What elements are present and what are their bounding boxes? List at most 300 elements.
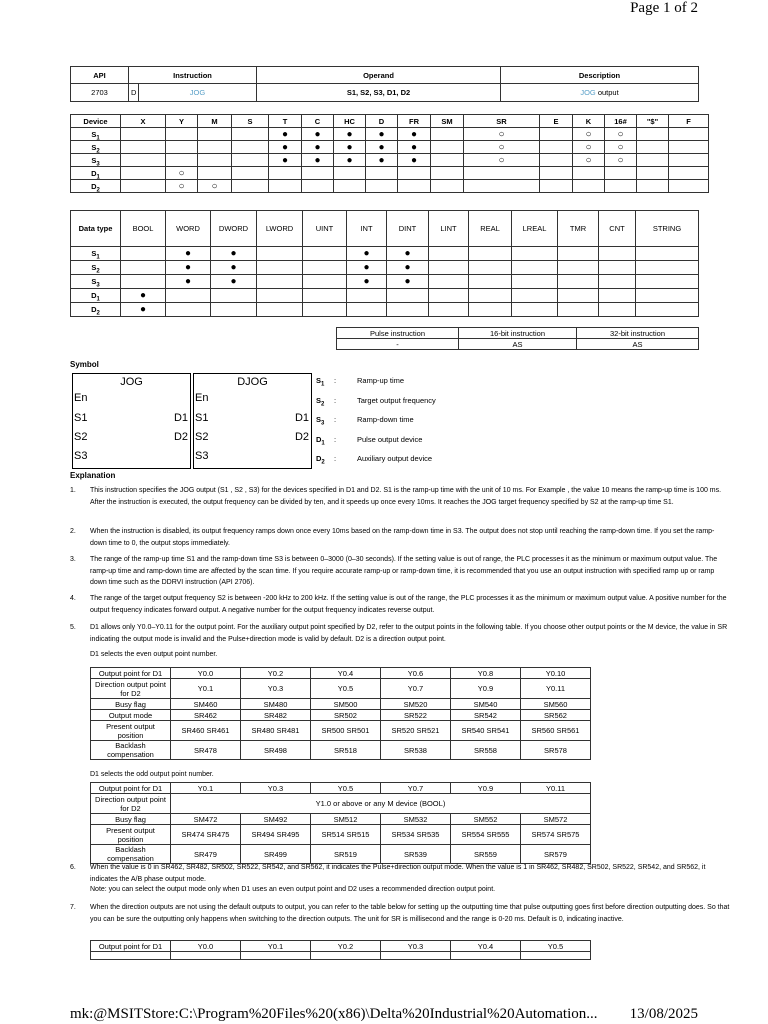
datatype-cell <box>636 261 699 275</box>
even-cell: SR460 SR461 <box>171 721 241 741</box>
datatype-cell <box>166 289 211 303</box>
device-cell <box>464 167 540 180</box>
device-col-header: X <box>121 115 166 128</box>
device-cell <box>637 180 669 193</box>
instruction-name: JOG <box>139 84 257 102</box>
device-col-header: Y <box>166 115 198 128</box>
legend-description: Target output frequency <box>357 395 436 405</box>
datatype-row-label-sub: 1 <box>96 254 100 261</box>
datatype-cell: ● <box>121 289 166 303</box>
even-row-label: Backlash compensation <box>91 741 171 760</box>
datatype-cell <box>469 289 512 303</box>
even-note: D1 selects the even output point number. <box>90 651 218 658</box>
device-cell <box>540 167 573 180</box>
last-cell: Y0.5 <box>521 941 591 952</box>
even-cell: SM520 <box>381 699 451 710</box>
odd-table-row <box>91 814 591 825</box>
djog-s2: S2 <box>195 431 209 443</box>
device-cell: ● <box>334 128 366 141</box>
odd-cell: Y0.9 <box>451 783 521 794</box>
djog-d2: D2 <box>294 431 309 443</box>
last-cell: Y0.3 <box>381 941 451 952</box>
even-cell: Y0.10 <box>521 668 591 679</box>
datatype-row-label-letter: D <box>91 305 97 314</box>
legend-description: Auxiliary output device <box>357 454 433 463</box>
odd-table-row <box>91 845 591 864</box>
32bit-header: 32-bit instruction <box>577 328 699 339</box>
odd-cell: Y0.1 <box>171 783 241 794</box>
last-empty-row <box>91 952 591 960</box>
datatype-cell <box>512 303 558 317</box>
datatype-col-header: UINT <box>303 211 347 247</box>
jog-s2: S2 <box>74 431 88 443</box>
device-cell: ● <box>302 128 334 141</box>
datatype-cell <box>257 261 303 275</box>
device-col-header: SR <box>464 115 540 128</box>
even-cell: SR540 SR541 <box>451 721 521 741</box>
datatype-cell: ● <box>166 275 211 289</box>
p6-note: Note: you can select the output mode only when D1 uses an even output point and D2 uses a recommended direction output point. <box>90 886 496 893</box>
explanation-p1 <box>90 485 730 508</box>
datatype-cell <box>211 289 257 303</box>
legend-colon: : <box>334 376 337 385</box>
device-cell: ○ <box>573 128 605 141</box>
last-header-row <box>91 941 591 952</box>
device-cell: ● <box>269 154 302 167</box>
device-cell <box>669 141 709 154</box>
device-cell <box>669 180 709 193</box>
description-keyword: JOG <box>580 88 596 97</box>
device-header-row <box>71 115 709 128</box>
last-cell: Y0.0 <box>171 941 241 952</box>
device-cell <box>398 180 431 193</box>
device-cell <box>334 167 366 180</box>
device-cell <box>637 167 669 180</box>
djog-d1: D1 <box>294 412 309 424</box>
even-cell: Y0.7 <box>381 679 451 699</box>
odd-cell: SR474 SR475 <box>171 825 241 845</box>
odd-direction-row <box>91 794 591 814</box>
device-cell <box>269 180 302 193</box>
datatype-cell <box>599 275 636 289</box>
djog-s3: S3 <box>195 450 209 462</box>
device-cell <box>540 180 573 193</box>
device-cell: ○ <box>464 128 540 141</box>
legend-symbol-sub: 1 <box>321 381 325 388</box>
legend-symbol-letter: S <box>316 395 322 405</box>
datatype-col-header: TMR <box>558 211 599 247</box>
device-cell <box>166 141 198 154</box>
datatype-cell <box>469 275 512 289</box>
device-cell <box>605 180 637 193</box>
description-header: Description <box>501 67 699 84</box>
legend-symbol <box>316 454 325 466</box>
device-cell <box>637 141 669 154</box>
even-cell: SM480 <box>241 699 311 710</box>
explanation-p5: D1 allows only Y0.0–Y0.11 for the output point. For the auxiliary output point specified by D2, refer to the output points in the following table. If you choose other output points or the M device, the value in SR indicating the output mode is invalid and the Pulse+direction mode is valid by default. D2 is a direction output point. <box>90 624 728 643</box>
odd-row-label: Present output position <box>91 825 171 845</box>
datatype-row-label <box>71 303 121 317</box>
device-cell <box>605 167 637 180</box>
datatype-cell <box>636 289 699 303</box>
even-cell: Y0.3 <box>241 679 311 699</box>
device-row-label-sub: 2 <box>96 187 100 193</box>
datatype-cell <box>303 303 347 317</box>
device-col-header: E <box>540 115 573 128</box>
even-table-row <box>91 679 591 699</box>
device-cell: ○ <box>464 141 540 154</box>
device-cell <box>540 154 573 167</box>
datatype-col-header: REAL <box>469 211 512 247</box>
pulse-header: Pulse instruction <box>337 328 459 339</box>
device-col-header: Device <box>71 115 121 128</box>
device-cell <box>540 128 573 141</box>
device-cell: ● <box>366 128 398 141</box>
device-cell <box>431 141 464 154</box>
datatype-cell <box>429 247 469 261</box>
odd-row-label: Busy flag <box>91 814 171 825</box>
datatype-row-label-sub: 2 <box>96 310 100 317</box>
device-col-header: C <box>302 115 334 128</box>
even-cell: SR578 <box>521 741 591 760</box>
legend-description: Ramp-down time <box>357 415 414 424</box>
device-cell <box>232 180 269 193</box>
datatype-cell <box>599 303 636 317</box>
even-table-row <box>91 721 591 741</box>
device-cell <box>464 180 540 193</box>
device-cell <box>637 128 669 141</box>
device-cell <box>366 180 398 193</box>
device-row-label <box>71 167 121 180</box>
device-cell: ● <box>398 141 431 154</box>
odd-cell: SM472 <box>171 814 241 825</box>
device-cell <box>269 167 302 180</box>
datatype-row-label <box>71 289 121 303</box>
device-cell <box>669 154 709 167</box>
device-cell <box>334 180 366 193</box>
legend-symbol-sub: 2 <box>321 401 325 407</box>
legend-symbol-sub: 1 <box>321 440 325 446</box>
device-cell <box>637 154 669 167</box>
api-table <box>70 66 699 102</box>
device-cell <box>302 167 334 180</box>
jog-symbol <box>72 373 191 469</box>
even-cell: SR462 <box>171 710 241 721</box>
even-cell: Y0.1 <box>171 679 241 699</box>
odd-cell: SR514 SR515 <box>311 825 381 845</box>
device-row <box>71 180 709 193</box>
device-col-header: 16# <box>605 115 637 128</box>
odd-output-table <box>90 782 591 864</box>
last-cell: Y0.2 <box>311 941 381 952</box>
api-header: API <box>71 67 129 84</box>
device-col-header: FR <box>398 115 431 128</box>
even-cell: SR558 <box>451 741 521 760</box>
even-cell: SR498 <box>241 741 311 760</box>
device-col-header: M <box>198 115 232 128</box>
device-col-header: "$" <box>637 115 669 128</box>
even-cell: SM540 <box>451 699 521 710</box>
datatype-cell <box>347 303 387 317</box>
datatype-cell <box>558 247 599 261</box>
jog-s3: S3 <box>74 450 88 462</box>
even-table-row <box>91 741 591 760</box>
datatype-cell <box>512 289 558 303</box>
datatype-col-header: LWORD <box>257 211 303 247</box>
odd-cell: SR534 SR535 <box>381 825 451 845</box>
datatype-col-header: WORD <box>166 211 211 247</box>
datatype-row-label-sub: 2 <box>96 268 100 275</box>
device-row-label-letter: D <box>91 181 97 191</box>
device-cell <box>198 128 232 141</box>
description-cell <box>501 84 699 102</box>
datatype-cell <box>303 275 347 289</box>
legend-colon: : <box>334 454 337 463</box>
instruction-prefix: D <box>129 84 139 102</box>
device-row-label <box>71 128 121 141</box>
datatype-cell <box>429 303 469 317</box>
device-cell: ● <box>366 141 398 154</box>
datatype-cell <box>257 247 303 261</box>
even-cell: SM560 <box>521 699 591 710</box>
legend-symbol-letter: D <box>316 434 322 444</box>
device-cell <box>121 167 166 180</box>
datatype-cell: ● <box>387 275 429 289</box>
device-cell <box>573 167 605 180</box>
device-col-header: S <box>232 115 269 128</box>
device-cell <box>366 167 398 180</box>
device-col-header: SM <box>431 115 464 128</box>
device-cell <box>121 128 166 141</box>
datatype-col-header: Data type <box>71 211 121 247</box>
datatype-cell <box>599 289 636 303</box>
legend-symbol-sub: 2 <box>321 459 325 466</box>
explanation-p4: The range of the target output frequency S2 is between -200 kHz to 200 kHz. If the setting value is out of the range, the PLC processes it as the minimum or maximum output value. A positive number for the output frequency indicates forward output. A negative number for the output frequency indicates reverse output. <box>90 595 727 614</box>
even-row-label: Present output position <box>91 721 171 741</box>
datatype-cell <box>166 303 211 317</box>
legend-symbol <box>316 376 325 388</box>
even-cell: SR538 <box>381 741 451 760</box>
device-col-header: D <box>366 115 398 128</box>
datatype-row-label-sub: 3 <box>96 282 100 289</box>
even-cell: Y0.8 <box>451 668 521 679</box>
datatype-row-label-sub: 1 <box>96 296 100 303</box>
footer-date: 13/08/2025 <box>629 1006 698 1022</box>
jog-d1: D1 <box>173 412 188 424</box>
device-cell <box>540 141 573 154</box>
even-cell: SR518 <box>311 741 381 760</box>
even-cell: Y0.5 <box>311 679 381 699</box>
even-cell: Y0.6 <box>381 668 451 679</box>
odd-row-label: Direction output point for D2 <box>91 794 171 814</box>
datatype-cell <box>347 289 387 303</box>
odd-table-row <box>91 825 591 845</box>
device-table <box>70 114 709 193</box>
device-cell <box>166 154 198 167</box>
datatype-cell <box>429 289 469 303</box>
even-cell: Y0.2 <box>241 668 311 679</box>
jog-s1: S1 <box>74 412 88 424</box>
device-cell <box>121 180 166 193</box>
last-empty-cell <box>451 952 521 960</box>
even-cell: Y0.9 <box>451 679 521 699</box>
datatype-cell <box>387 289 429 303</box>
last-empty-cell <box>381 952 451 960</box>
device-row-label-sub: 1 <box>96 135 100 141</box>
operand-list: S1, S2, S3, D1, D2 <box>257 84 501 102</box>
legend-colon: : <box>334 434 337 444</box>
datatype-cell <box>121 261 166 275</box>
datatype-row-label-letter: S <box>91 249 97 258</box>
datatype-cell: ● <box>166 261 211 275</box>
even-table-row <box>91 668 591 679</box>
even-cell: Y0.0 <box>171 668 241 679</box>
datatype-cell <box>121 247 166 261</box>
odd-direction-value: Y1.0 or above or any M device (BOOL) <box>171 794 591 814</box>
legend-symbol-sub: 3 <box>321 420 325 427</box>
datatype-row <box>71 289 699 303</box>
datatype-table <box>70 210 699 317</box>
datatype-col-header: DINT <box>387 211 429 247</box>
datatype-cell <box>257 289 303 303</box>
device-cell: ● <box>334 141 366 154</box>
p1-text: This instruction specifies the JOG output (S1 , S2 , S3) for the devices specified in D1 and D2. S1 is the ramp-up time with the unit of 10 ms. For Example , the value 10 means the ramp-up time is 100 ms. After the instruction is executed, the output frequency can be divided by ten, and it speeds up once every 10ms. It reaches the JOG target frequency specified by S2 at the ramp-up time S1. <box>90 487 722 506</box>
datatype-row-label-letter: D <box>91 291 97 300</box>
device-row-label-letter: S <box>91 142 97 152</box>
datatype-cell <box>429 275 469 289</box>
device-row-label <box>71 180 121 193</box>
device-row <box>71 141 709 154</box>
even-cell: SR478 <box>171 741 241 760</box>
description-text: output <box>595 88 619 97</box>
device-row-label-letter: D <box>91 168 97 178</box>
datatype-cell: ● <box>347 247 387 261</box>
last-empty-cell <box>91 952 171 960</box>
odd-cell: SR579 <box>521 845 591 864</box>
device-row <box>71 128 709 141</box>
device-cell: ● <box>269 128 302 141</box>
datatype-cell: ● <box>211 275 257 289</box>
odd-cell: SR554 SR555 <box>451 825 521 845</box>
datatype-cell: ● <box>211 261 257 275</box>
device-cell <box>669 128 709 141</box>
datatype-cell: ● <box>387 247 429 261</box>
odd-cell: SM512 <box>311 814 381 825</box>
datatype-cell <box>469 261 512 275</box>
item-number-5: 5. <box>70 624 76 631</box>
datatype-cell <box>599 247 636 261</box>
djog-s1: S1 <box>195 412 209 424</box>
page-number: Page 1 of 2 <box>630 0 698 16</box>
even-cell: Y0.11 <box>521 679 591 699</box>
datatype-cell: ● <box>347 275 387 289</box>
odd-row-label: Output point for D1 <box>91 783 171 794</box>
even-cell: SR520 SR521 <box>381 721 451 741</box>
even-cell: SR482 <box>241 710 311 721</box>
pulse-value: - <box>337 339 459 350</box>
explanation-p3: The range of the ramp-up time S1 and the ramp-down time S3 is between 0–3000 (0–30 seconds). If the setting value is out of range, the PLC processes it as the minimum or maximum output value. The ramp-up time and ramp-down time are affected by the scan time. If you require accurate ramp-up or ramp-down time, it is recommended that you use an output instruction with specified ramp up or ramp down time such as the DDRVI instruction (API 2706). <box>90 556 718 586</box>
item-number-2: 2. <box>70 528 76 535</box>
device-row <box>71 154 709 167</box>
datatype-row-label-letter: S <box>91 263 97 272</box>
device-cell: ○ <box>573 141 605 154</box>
odd-cell: SR519 <box>311 845 381 864</box>
explanation-p7: When the direction outputs are not using the default outputs to output, you can refer to the table below for setting up the outputting time that pulse outputting goes first before direction outputting does. So that you can be sure the outputting only happens when switching to the direction outputs. The unit for SR is millisecond and the range is 0-20 ms. Default is 0, indicating inactive. <box>90 904 730 923</box>
api-number: 2703 <box>71 84 129 102</box>
odd-note: D1 selects the odd output point number. <box>90 771 214 778</box>
even-cell: SR542 <box>451 710 521 721</box>
datatype-col-header: BOOL <box>121 211 166 247</box>
jog-en: En <box>74 392 88 404</box>
device-row-label <box>71 154 121 167</box>
datatype-cell: ● <box>387 261 429 275</box>
even-table-row <box>91 699 591 710</box>
device-cell <box>431 180 464 193</box>
device-cell <box>232 154 269 167</box>
even-row-label: Output mode <box>91 710 171 721</box>
datatype-cell <box>257 275 303 289</box>
datatype-cell <box>636 303 699 317</box>
device-cell: ● <box>302 154 334 167</box>
odd-cell: SM572 <box>521 814 591 825</box>
last-empty-cell <box>241 952 311 960</box>
direction-time-table <box>90 940 591 960</box>
device-cell <box>398 167 431 180</box>
even-cell: SR560 SR561 <box>521 721 591 741</box>
datatype-row <box>71 247 699 261</box>
datatype-cell <box>469 247 512 261</box>
datatype-cell <box>636 247 699 261</box>
device-cell: ○ <box>605 154 637 167</box>
datatype-cell <box>636 275 699 289</box>
device-cell <box>669 167 709 180</box>
device-cell: ○ <box>166 180 198 193</box>
datatype-cell <box>512 275 558 289</box>
datatype-row-label-letter: S <box>91 277 97 286</box>
device-row <box>71 167 709 180</box>
pulse-table <box>336 327 699 350</box>
odd-cell: SR539 <box>381 845 451 864</box>
even-cell: SR522 <box>381 710 451 721</box>
datatype-cell <box>303 289 347 303</box>
datatype-cell <box>558 289 599 303</box>
legend-description: Pulse output device <box>357 434 423 444</box>
legend-colon: : <box>334 395 337 405</box>
device-row-label-letter: S <box>91 155 97 165</box>
datatype-cell <box>558 303 599 317</box>
datatype-row <box>71 261 699 275</box>
jog-title: JOG <box>120 376 143 388</box>
odd-cell: SM552 <box>451 814 521 825</box>
legend-symbol-letter: D <box>316 454 322 463</box>
item-number-7: 7. <box>70 904 76 911</box>
datatype-cell: ● <box>121 303 166 317</box>
device-row-label-sub: 2 <box>96 148 100 154</box>
odd-cell: SM532 <box>381 814 451 825</box>
device-cell: ● <box>302 141 334 154</box>
datatype-cell <box>512 261 558 275</box>
datatype-row-label <box>71 261 121 275</box>
last-empty-cell <box>521 952 591 960</box>
odd-row-label: Backlash compensation <box>91 845 171 864</box>
item-number-4: 4. <box>70 595 76 602</box>
datatype-header-row <box>71 211 699 247</box>
16bit-value: AS <box>459 339 577 350</box>
datatype-col-header: STRING <box>636 211 699 247</box>
odd-cell: SR559 <box>451 845 521 864</box>
legend-symbol-letter: S <box>316 415 322 424</box>
device-cell <box>302 180 334 193</box>
